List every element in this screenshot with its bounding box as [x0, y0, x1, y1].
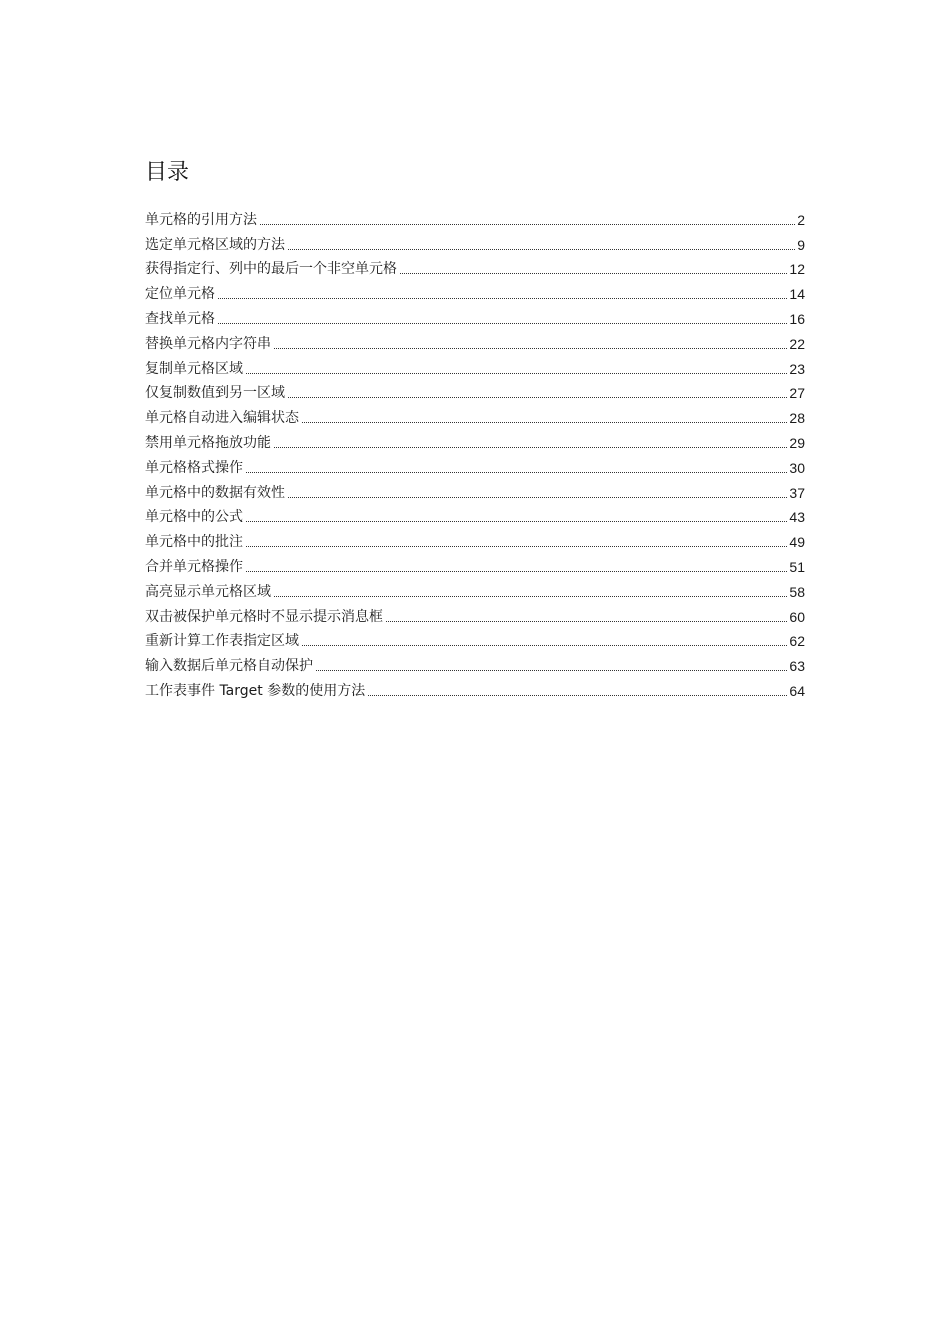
toc-dot-leader — [246, 546, 787, 547]
toc-dot-leader — [400, 273, 787, 274]
toc-entry[interactable] — [145, 577, 805, 602]
toc-entry[interactable] — [145, 279, 805, 304]
toc-entry-page-number[interactable]: 30 — [789, 459, 805, 476]
toc-entry-title[interactable]: 仅复制数值到另一区域 — [145, 385, 285, 402]
toc-dot-leader — [260, 224, 795, 225]
toc-dot-leader — [246, 472, 787, 473]
toc-entry-title[interactable]: 单元格自动进入编辑状态 — [145, 410, 299, 427]
toc-entry-title[interactable]: 输入数据后单元格自动保护 — [145, 658, 313, 675]
toc-entry-title[interactable]: 单元格中的批注 — [145, 534, 243, 551]
toc-entry-page-number[interactable]: 2 — [797, 211, 805, 228]
toc-entry-page-number[interactable]: 29 — [789, 434, 805, 451]
toc-entry[interactable] — [145, 428, 805, 453]
toc-dot-leader — [302, 645, 787, 646]
toc-entry-page-number[interactable]: 58 — [789, 583, 805, 600]
toc-entry-title[interactable]: 定位单元格 — [145, 286, 215, 303]
toc-entry-page-number[interactable]: 62 — [789, 633, 805, 650]
toc-dot-leader — [246, 571, 787, 572]
toc-entry-title[interactable]: 单元格的引用方法 — [145, 211, 257, 228]
toc-entry-title[interactable]: 选定单元格区域的方法 — [145, 236, 285, 253]
toc-entry-page-number[interactable]: 64 — [789, 682, 805, 699]
toc-entry[interactable] — [145, 527, 805, 552]
toc-dot-leader — [316, 670, 787, 671]
toc-dot-leader — [246, 521, 787, 522]
toc-entry-page-number[interactable]: 27 — [789, 385, 805, 402]
toc-entry-title[interactable]: 单元格格式操作 — [145, 459, 243, 476]
toc-entry[interactable] — [145, 230, 805, 255]
toc-entry-title[interactable]: 合并单元格操作 — [145, 558, 243, 575]
toc-entry[interactable] — [145, 403, 805, 428]
toc-dot-leader — [218, 298, 787, 299]
toc-entry-title[interactable]: 单元格中的数据有效性 — [145, 484, 285, 501]
toc-entry-title[interactable]: 工作表事件 Target 参数的使用方法 — [145, 682, 366, 699]
toc-entry-title[interactable]: 复制单元格区域 — [145, 360, 243, 377]
toc-entry-title[interactable]: 查找单元格 — [145, 310, 215, 327]
toc-entry[interactable] — [145, 602, 805, 627]
toc-dot-leader — [288, 397, 787, 398]
toc-entry-title[interactable]: 高亮显示单元格区域 — [145, 583, 271, 600]
toc-entry-title[interactable]: 禁用单元格拖放功能 — [145, 434, 271, 451]
toc-entry-page-number[interactable]: 49 — [789, 534, 805, 551]
toc-entry-page-number[interactable]: 51 — [789, 558, 805, 575]
toc-entry-page-number[interactable]: 23 — [789, 360, 805, 377]
toc-entry-page-number[interactable]: 43 — [789, 509, 805, 526]
toc-dot-leader — [246, 373, 787, 374]
toc-entry-page-number[interactable]: 60 — [789, 608, 805, 625]
toc-entry-title[interactable]: 单元格中的公式 — [145, 509, 243, 526]
toc-entry-title[interactable]: 双击被保护单元格时不显示提示消息框 — [145, 608, 383, 625]
toc-dot-leader — [274, 596, 787, 597]
toc-entry[interactable] — [145, 255, 805, 280]
toc-entry-page-number[interactable]: 22 — [789, 335, 805, 352]
toc-entry-title[interactable]: 替换单元格内字符串 — [145, 335, 271, 352]
toc-entry-page-number[interactable]: 63 — [789, 658, 805, 675]
toc-entry[interactable] — [145, 304, 805, 329]
toc-dot-leader — [218, 323, 787, 324]
toc-entry[interactable] — [145, 552, 805, 577]
toc-entry-page-number[interactable]: 12 — [789, 261, 805, 278]
toc-entry[interactable] — [145, 453, 805, 478]
toc-dot-leader — [288, 497, 787, 498]
toc-entry[interactable] — [145, 627, 805, 652]
toc-entry-page-number[interactable]: 28 — [789, 410, 805, 427]
toc-dot-leader — [274, 447, 787, 448]
toc-entry-page-number[interactable]: 14 — [789, 286, 805, 303]
toc-entry-title[interactable]: 获得指定行、列中的最后一个非空单元格 — [145, 261, 397, 278]
toc-entry-page-number[interactable]: 16 — [789, 310, 805, 327]
toc-entry[interactable] — [145, 379, 805, 404]
toc-entry[interactable] — [145, 676, 805, 701]
toc-entry[interactable] — [145, 329, 805, 354]
toc-title: 目录 — [145, 160, 190, 185]
toc-dot-leader — [368, 695, 787, 696]
toc-dot-leader — [302, 422, 787, 423]
toc-entry-title[interactable]: 重新计算工作表指定区域 — [145, 633, 299, 650]
toc-entry[interactable] — [145, 651, 805, 676]
toc-entry[interactable] — [145, 503, 805, 528]
toc-dot-leader — [386, 621, 787, 622]
toc-entry[interactable] — [145, 205, 805, 230]
toc-dot-leader — [274, 348, 787, 349]
toc-entry-page-number[interactable]: 9 — [797, 236, 805, 253]
toc-entry[interactable] — [145, 354, 805, 379]
toc-entry-page-number[interactable]: 37 — [789, 484, 805, 501]
toc-entry[interactable] — [145, 478, 805, 503]
toc-list — [145, 205, 805, 701]
toc-dot-leader — [288, 249, 795, 250]
